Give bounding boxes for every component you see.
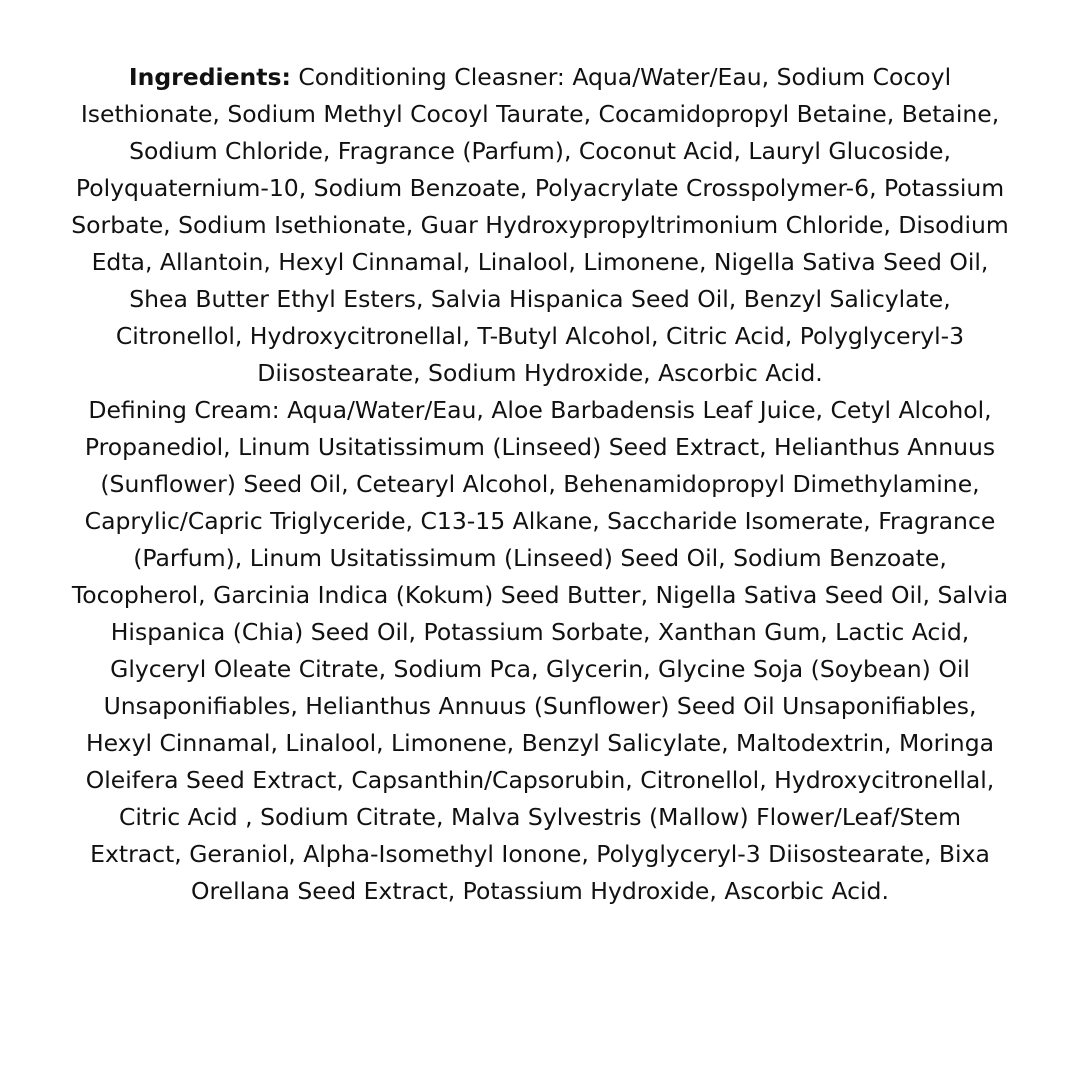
ingredients-label: Ingredients: (128, 63, 291, 91)
defining-cream-ingredients: Defining Cream: Aqua/Water/Eau, Aloe Barbadensis Leaf Juice, Cetyl Alcohol, Propanediol, Linum Usitatissimum (Linseed) Seed Extract, Helianthus Annuus (Sunflower) Seed Oil, Cetearyl Alcohol, Behenamidopropyl Dimethylamine, Caprylic/Capric Triglyceride, C13-15 Alkane, Saccharide Isomerate, Fragrance (Parfum), Linum Usitatissimum (Linseed) Seed Oil, Sodium Benzoate, Tocopherol, Garcinia Indica (Kokum) Seed Butter, Nigella Sativa Seed Oil, Salvia Hispanica (Chia) Seed Oil, Potassium Sorbate, Xanthan Gum, Lactic Acid, Glyceryl Oleate Citrate, Sodium Pca, Glycerin, Glycine Soja (Soybean) Oil Unsaponifiables, Helianthus Annuus (Sunflower) Seed Oil Unsaponifiables, Hexyl Cinnamal, Linalool, Limonene, Benzyl Salicylate, Maltodextrin, Moringa Oleifera Seed Extract, Capsanthin/Capsorubin, Citronellol, Hydroxycitronellal, Citric Acid , Sodium Citrate, Malva Sylvestris (Mallow) Flower/Leaf/Stem Extract, Geraniol, Alpha-Isomethyl Ionone, Polyglyceryl-3 Diisostearate, Bixa Orellana Seed Extract, Potassium Hydroxide, Ascorbic Acid. (71, 396, 1009, 905)
cleanser-ingredient-list: Conditioning Cleasner: Aqua/Water/Eau, Sodium Cocoyl Isethionate, Sodium Methyl Cocoyl Taurate, Cocamidopropyl Betaine, Betaine, Sodium Chloride, Fragrance (Parfum), Coconut Acid, Lauryl Glucoside, Polyquaternium-10, Sodium Benzoate, Polyacrylate Crosspolymer-6, Potassium Sorbate, Sodium Isethionate, Guar Hydroxypropyltrimonium Chloride, Disodium Edta, Allantoin, Hexyl Cinnamal, Linalool, Limonene, Nigella Sativa Seed Oil, Shea Butter Ethyl Esters, Salvia Hispanica Seed Oil, Benzyl Salicylate, Citronellol, Hydroxycitronellal, T-Butyl Alcohol, Citric Acid, Polyglyceryl-3 Diisostearate, Sodium Hydroxide, Ascorbic Acid. (71, 63, 1009, 387)
conditioning-cleanser-ingredients (70, 59, 1010, 392)
